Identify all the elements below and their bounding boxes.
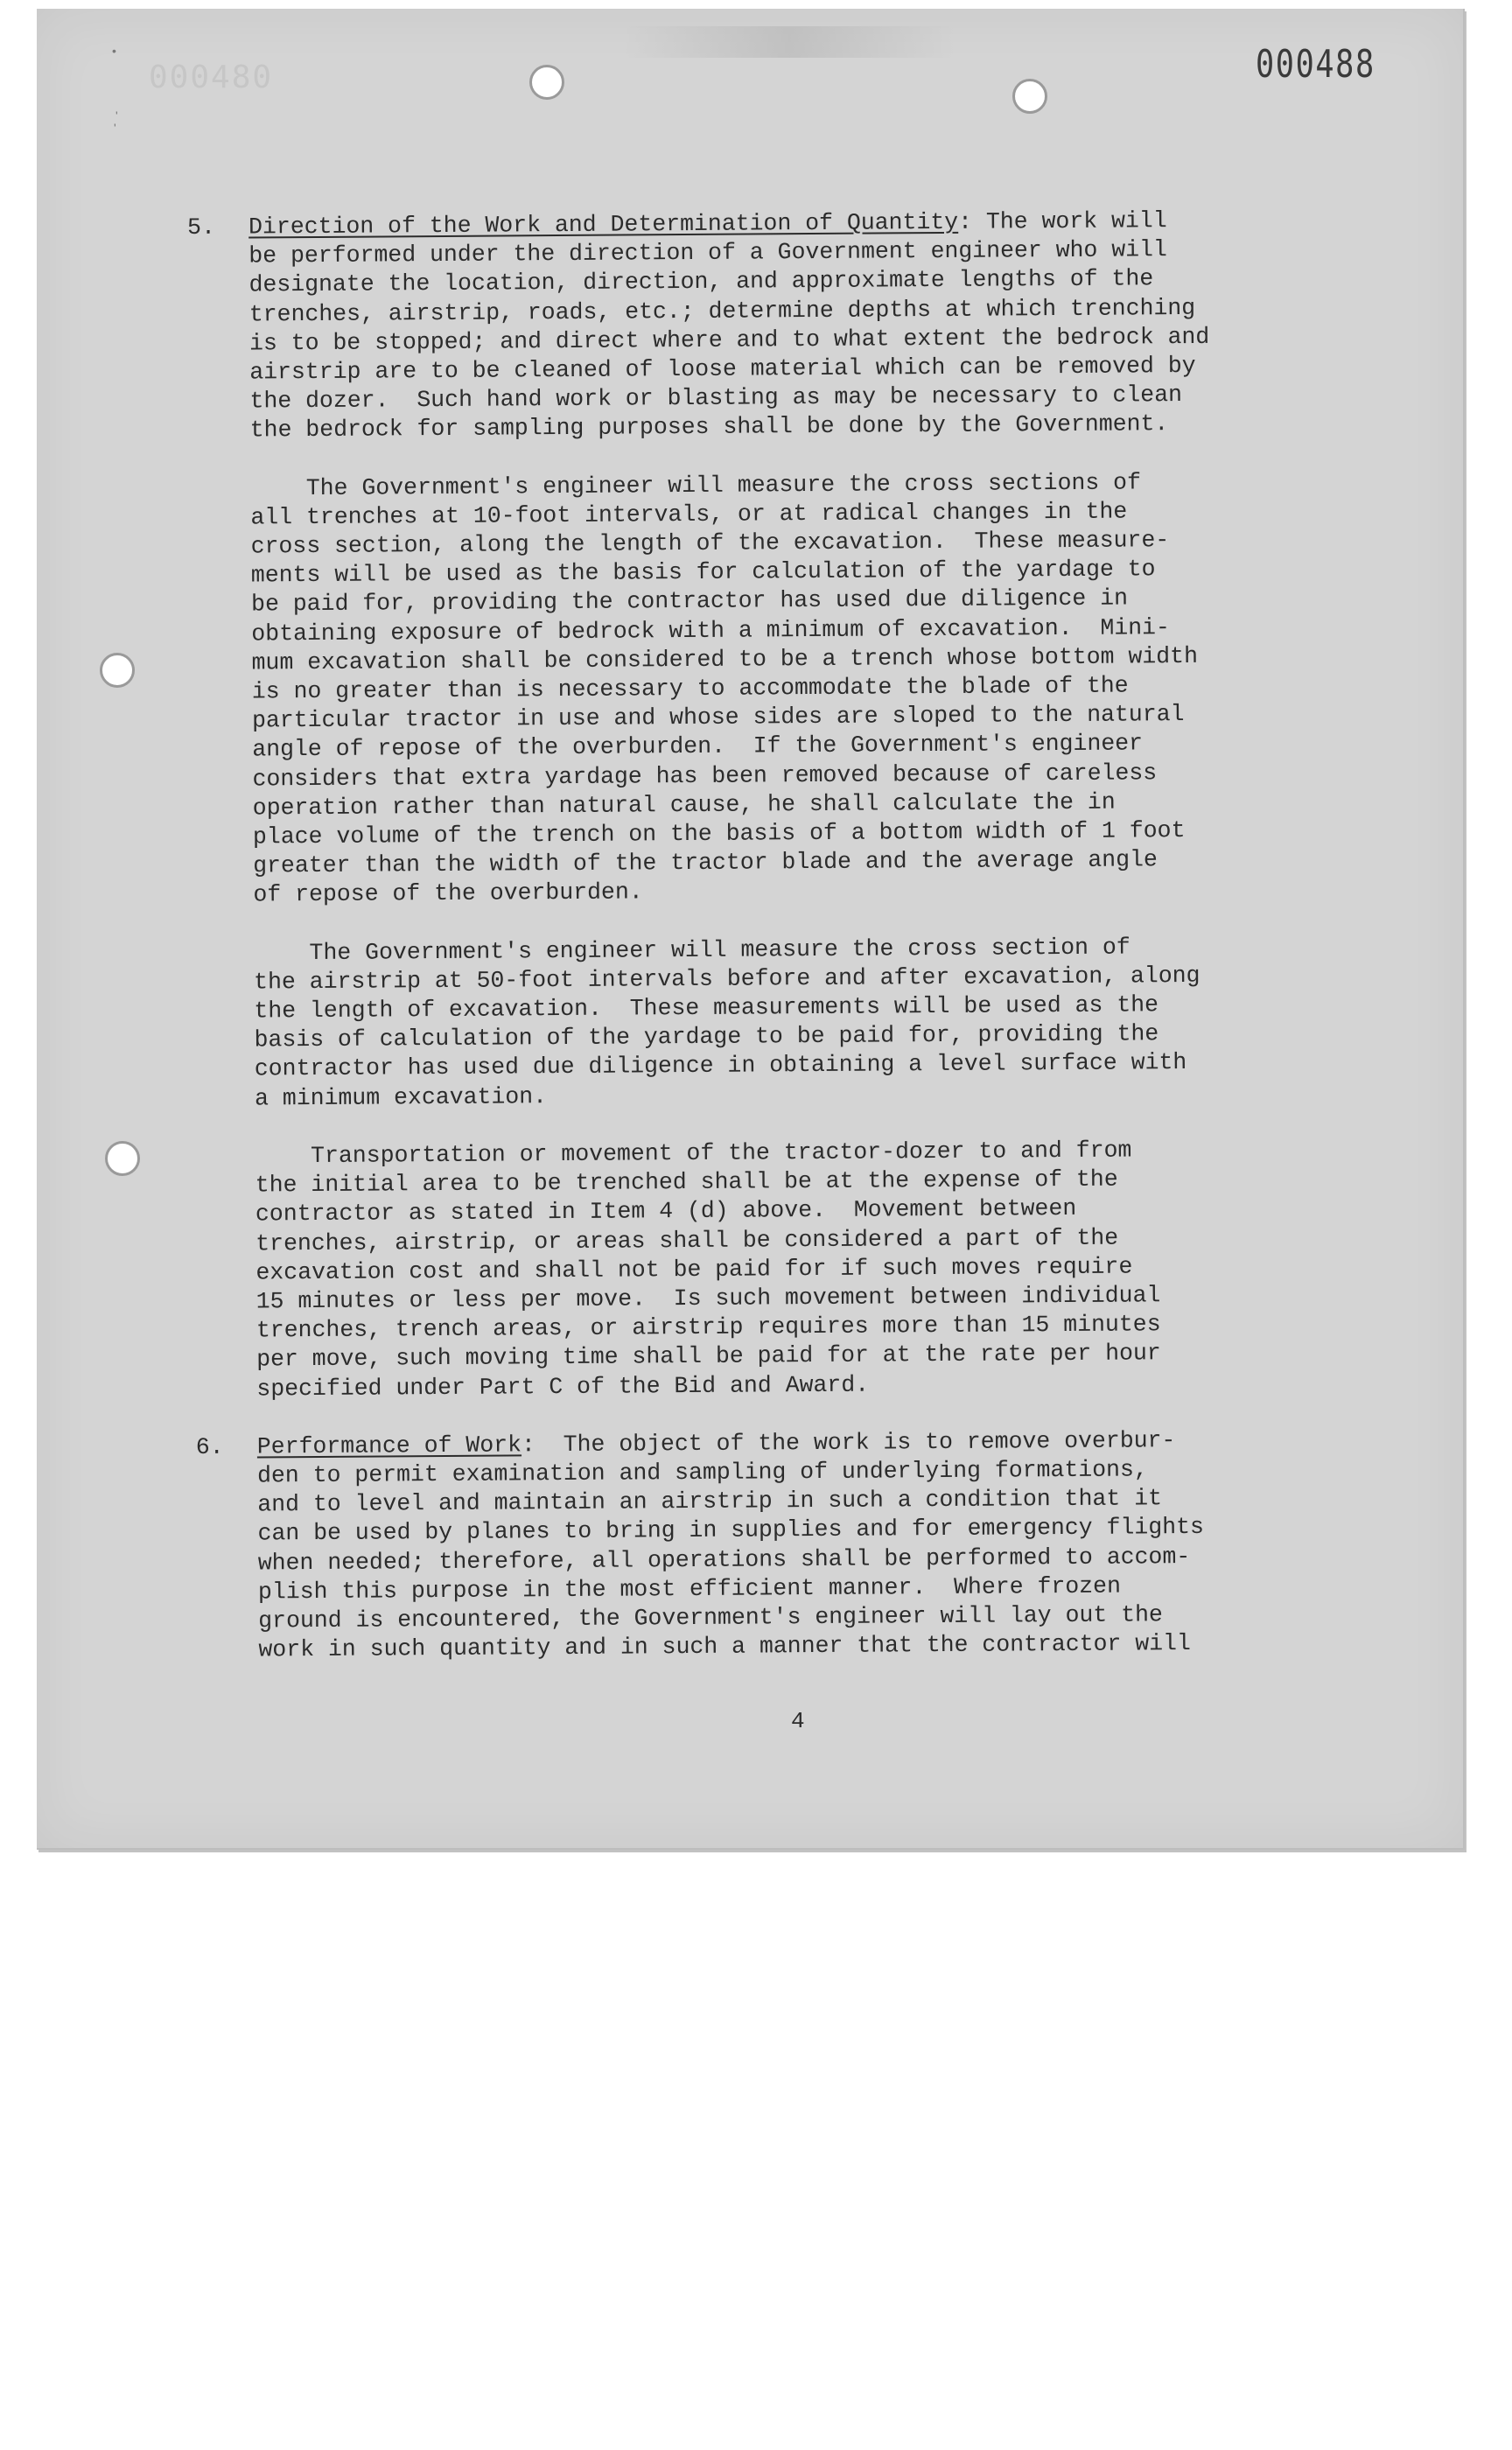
paragraph-line: greater than the width of the tractor blade and the average angle	[253, 846, 1158, 879]
section-number: 5.	[187, 214, 216, 241]
paragraph-measurement-airstrip	[254, 932, 1296, 1114]
scan-smudge	[623, 26, 956, 58]
paragraph-line: basis of calculation of the yardage to be paid for, providing the	[254, 1020, 1159, 1054]
paragraph-line: the airstrip at 50-foot intervals before and after excavation, along	[254, 962, 1200, 996]
paragraph-line: The Government's engineer will measure the cross sections of	[250, 469, 1142, 502]
paragraph-line: mum excavation shall be considered to be a trench whose bottom width	[251, 642, 1199, 676]
paragraph-line: specified under Part C of the Bid and Award.	[256, 1371, 870, 1402]
paragraph-line: the dozer. Such hand work or blasting as may be necessary to clean	[249, 382, 1183, 415]
paragraph-line: be performed under the direction of a Government engineer who will	[248, 236, 1167, 270]
section-5	[187, 206, 1298, 1404]
punch-hole-top-right	[1012, 79, 1047, 114]
paragraph-line: : The object of the work is to remove overbur-	[521, 1426, 1176, 1459]
paragraph-line: trenches, airstrip, or areas shall be considered a part of the	[256, 1224, 1119, 1256]
section-heading: Direction of the Work and Determination of Quantity	[248, 208, 959, 241]
paragraph-line: be paid for, providing the contractor has used due diligence in	[251, 584, 1129, 618]
document-number: 000488	[1256, 42, 1376, 87]
paragraph-line: plish this purpose in the most efficient manner. Where frozen	[257, 1572, 1122, 1606]
document-body	[187, 206, 1300, 1665]
paragraph-line: obtaining exposure of bedrock with a minimum of excavation. Mini-	[251, 613, 1171, 648]
paragraph-line: ments will be used as the basis for calculation of the yardage to	[250, 556, 1156, 589]
paragraph-line: and to level and maintain an airstrip in such a condition that it	[257, 1485, 1163, 1518]
paragraph-line: considers that extra yardage has been removed because of careless	[252, 759, 1158, 793]
paragraph-line: trenches, airstrip, roads, etc.; determine depths at which trenching	[248, 294, 1196, 328]
paragraph-line: contractor as stated in Item 4 (d) above. Movement between	[255, 1195, 1077, 1228]
punch-hole-top-left	[529, 65, 564, 100]
paragraph-line: when needed; therefore, all operations shall be performed to accom-	[257, 1543, 1191, 1577]
paragraph-line: contractor has used due diligence in obtaining a level surface with	[254, 1049, 1187, 1082]
paragraph-line: the length of excavation. These measurements will be used as the	[254, 991, 1159, 1025]
paragraph-line: the bedrock for sampling purposes shall be done by the Government.	[249, 410, 1169, 444]
paragraph-line: 15 minutes or less per move. Is such movement between individual	[256, 1282, 1161, 1315]
punch-hole-left-lower	[105, 1141, 140, 1176]
paragraph-line: designate the location, direction, and approximate lengths of the	[248, 265, 1154, 298]
paragraph-line: den to permit examination and sampling of underlying formations,	[256, 1456, 1148, 1489]
paragraph-measurement-trenches	[250, 467, 1294, 910]
paragraph-line: a minimum excavation.	[254, 1082, 548, 1112]
punch-hole-left-upper	[100, 653, 135, 688]
edge-dot-mark: •	[112, 44, 116, 58]
paragraph-line: place volume of the trench on the basis of a bottom width of 1 foot	[252, 817, 1186, 850]
paragraph-transportation	[255, 1135, 1298, 1404]
paragraph-line: operation rather than natural cause, he shall calculate the in	[252, 788, 1116, 822]
page-number: 4	[791, 1708, 805, 1734]
paragraph-line: particular tractor in use and whose sides are sloped to the natural	[251, 701, 1185, 734]
paragraph-line: trenches, trench areas, or airstrip requires more than 15 minutes	[256, 1311, 1161, 1344]
section-heading: Performance of Work	[256, 1432, 522, 1460]
paragraph-line: ground is encountered, the Government's engineer will lay out the	[258, 1601, 1163, 1634]
paragraph-line: is no greater than is necessary to accommodate the blade of the	[251, 672, 1129, 705]
paragraph-line: : The work will	[958, 207, 1167, 235]
paragraph-line: excavation cost and shall not be paid for if such moves require	[256, 1253, 1133, 1286]
paragraph-line: of repose of the overburden.	[253, 878, 643, 908]
paragraph-line: the initial area to be trenched shall be at the expense of the	[255, 1166, 1118, 1199]
section-6	[196, 1425, 1300, 1665]
paragraph-line: can be used by planes to bring in supplies and for emergency flights	[257, 1514, 1205, 1547]
edge-tick-mark: '	[116, 108, 118, 122]
paragraph-line: per move, such moving time shall be paid for at the rate per hour	[256, 1340, 1161, 1373]
edge-tick-mark: '	[114, 121, 116, 135]
paragraph-line: cross section, along the length of the excavation. These measure-	[250, 527, 1170, 560]
paragraph-line: is to be stopped; and direct where and to what extent the bedrock and	[248, 323, 1210, 357]
paragraph-line: all trenches at 10-foot intervals, or at radical changes in the	[250, 498, 1128, 531]
bleed-through-number: 000480	[149, 60, 274, 95]
paragraph-line: The Government's engineer will measure the cross section of	[253, 934, 1130, 967]
paragraph-line: airstrip are to be cleaned of loose material which can be removed by	[249, 352, 1196, 386]
paragraph-line: work in such quantity and in such a manner that the contractor will	[258, 1630, 1192, 1663]
paragraph-line: angle of repose of the overburden. If the Government's engineer	[252, 730, 1144, 763]
paragraph-line: Transportation or movement of the tractor-dozer to and from	[255, 1137, 1132, 1170]
section-number: 6.	[195, 1433, 224, 1460]
